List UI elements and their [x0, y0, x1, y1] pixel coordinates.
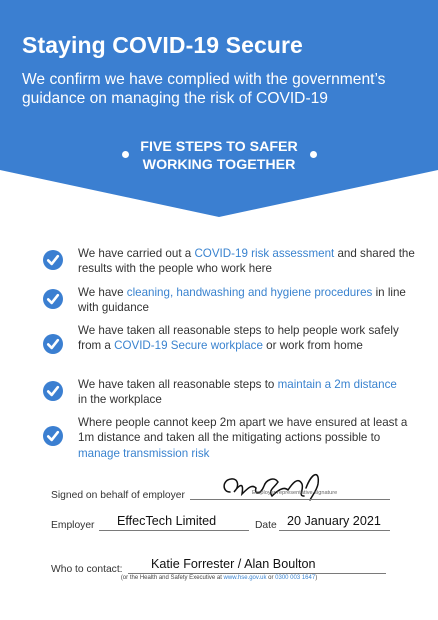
footnote-text: ): [315, 575, 318, 581]
footnote-text: or: [266, 575, 276, 581]
date-label: Date: [255, 520, 277, 531]
step-text-part: We have taken all reasonable steps to help people work safely from a: [78, 324, 399, 353]
step-text-part: in line with guidance: [78, 286, 406, 315]
hse-phone-link[interactable]: 0300 003 1647: [275, 575, 316, 581]
step-text: [78, 377, 398, 408]
step-text-part: We have carried out a: [78, 247, 195, 260]
steps-heading-line-2: WORKING TOGETHER: [142, 157, 296, 173]
step-text-part: or work from home: [262, 339, 363, 353]
steps-heading-line-1: FIVE STEPS TO SAFER: [140, 139, 298, 155]
employer-label: Employer: [51, 520, 95, 531]
footnote-text: (or the Health and Safety Executive at: [120, 575, 224, 581]
step-text: [78, 415, 418, 461]
checkmark-icon: [43, 426, 63, 446]
step-text-part: We have: [78, 286, 127, 299]
signature-line: [190, 499, 390, 500]
contact-label: Who to contact:: [51, 564, 123, 575]
date-value: 20 January 2021: [287, 514, 381, 528]
step-link[interactable]: cleaning, handwashing and hygiene procedures: [126, 286, 373, 299]
checkmark-icon: [43, 250, 63, 270]
step-text: [78, 323, 418, 354]
contact-value: Katie Forrester / Alan Boulton: [151, 557, 316, 571]
signature-hint: Employer representative signature: [252, 490, 338, 496]
contact-line: [128, 573, 386, 574]
step-text-part: Where people cannot keep 2m apart we have ensured at least a 1m distance and taken all the mitigating actions possible to: [78, 416, 408, 445]
employer-value: EffecTech Limited: [117, 514, 217, 528]
page-subtitle: We confirm we have complied with the government’s guidance on managing the risk of COVID-19: [22, 71, 386, 107]
step-link[interactable]: maintain a 2m distance: [277, 378, 397, 391]
checkmark-icon: [43, 381, 63, 401]
steps-heading: [0, 138, 438, 174]
employer-line: [99, 530, 249, 531]
hse-website-link[interactable]: www.hse.gov.uk: [223, 575, 267, 581]
step-link[interactable]: COVID-19 Secure workplace: [114, 339, 263, 353]
step-link[interactable]: manage transmission risk: [78, 446, 210, 460]
step-text-part: in the workplace: [78, 393, 162, 407]
date-line: [279, 530, 390, 531]
page-title: Staying COVID-19 Secure: [22, 32, 303, 58]
checkmark-icon: [43, 334, 63, 354]
step-link[interactable]: COVID-19 risk assessment: [194, 247, 335, 260]
checkmark-icon: [43, 289, 63, 309]
signed-label: Signed on behalf of employer: [51, 490, 185, 501]
step-text: [78, 285, 418, 316]
step-text-part: and shared the results with the people who work here: [78, 247, 415, 276]
footnote: [0, 575, 438, 581]
step-text-part: We have taken all reasonable steps to: [78, 378, 278, 391]
step-text: [78, 246, 418, 277]
